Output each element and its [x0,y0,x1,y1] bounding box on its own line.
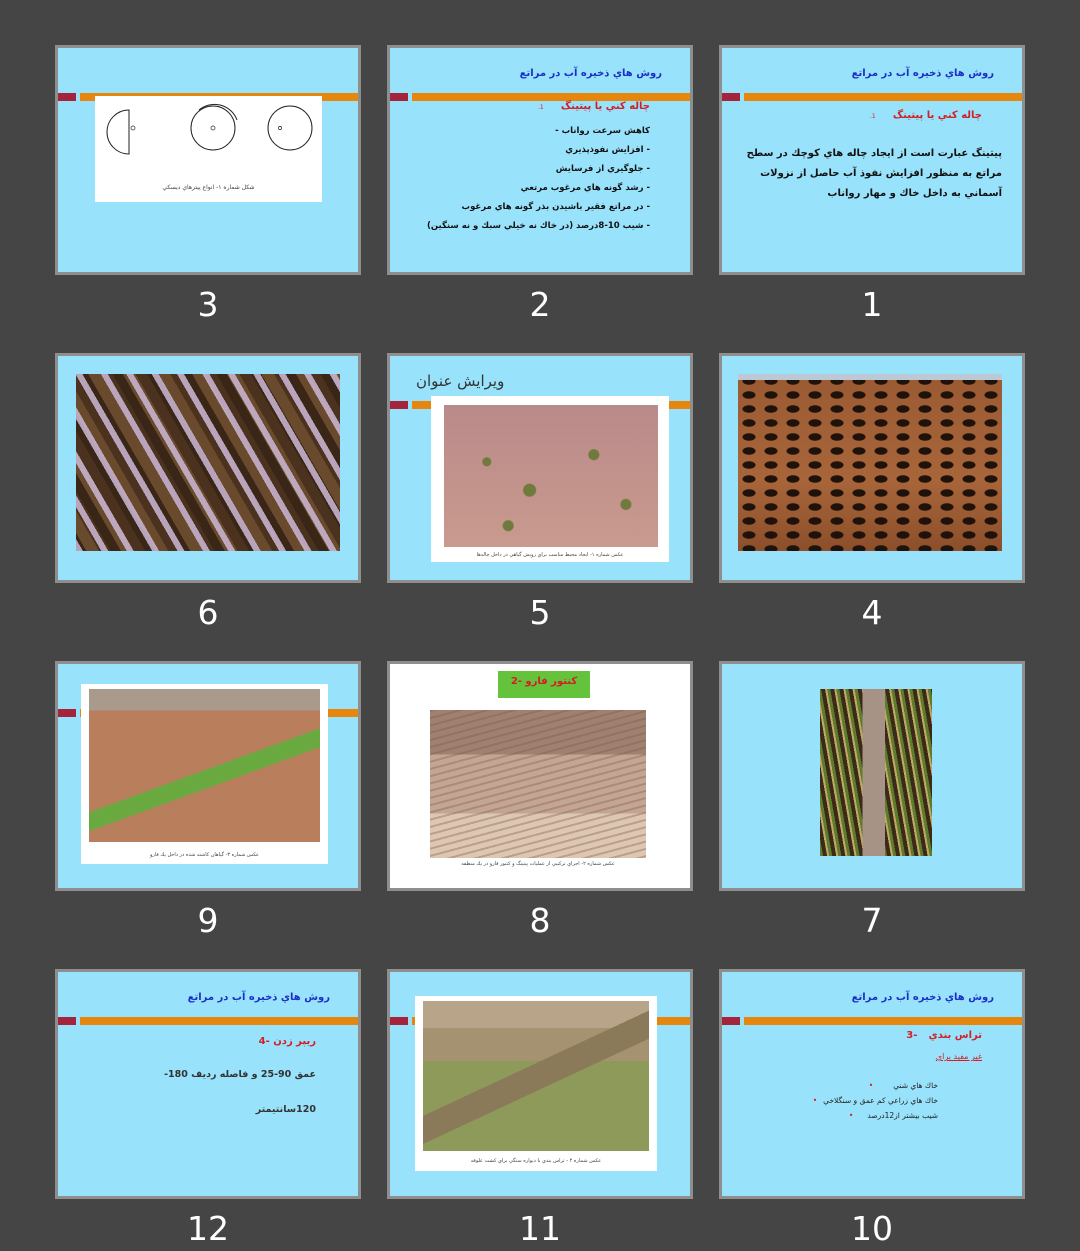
bullet-list [427,122,650,236]
slide-number: 7 [861,901,883,940]
list-item: - افزايش نفوذپذيري [565,145,650,155]
slide-body-line-1: عمق 90-25 و فاصله رديف 180- [164,1069,316,1080]
list-item: - شيب 10-8درصد (در خاك نه خيلي سبك و نه سنگين) [426,221,650,231]
slide-thumbnail-1[interactable] [719,45,1025,275]
figure-panel [95,96,322,202]
slide-number: 6 [197,593,219,632]
bullet-list [808,1078,938,1123]
slide-title: ويرايش عنوان [416,372,505,390]
title-bar [722,1017,1022,1025]
list-item: خاك هاي زراعي كم عمق و سنگلاخي• [812,1096,938,1105]
slide-number: 10 [851,1209,893,1248]
slide-thumbnail-8[interactable] [387,661,693,891]
slide-number: 2 [529,285,551,324]
slide-thumbnail-9[interactable] [55,661,361,891]
slide-thumbnail-7[interactable] [719,661,1025,891]
title-bar [722,93,1022,101]
figure-caption: عكس شماره ۲- اجراي تركيبي از عمليات پيتينگ و كنتور فارو در يك منطقه [461,861,615,867]
slide-title: چاله كني يا پيتينگ 1. [537,101,650,112]
contour-furrow-photo [430,710,646,858]
slide-title: تراس بندي -3 [906,1030,982,1041]
slide-number: 3 [197,285,219,324]
list-item: - رشد گونه هاي مرغوب مرتعي [520,183,650,193]
slide-header: روش هاي ذخيره آب در مراتع [187,992,330,1003]
slide-subtitle: غير مفيد براي [935,1052,982,1061]
slide-number: 8 [529,901,551,940]
list-item: شيب بيشتر از12درصد• [848,1111,938,1120]
title-bar [390,93,690,101]
figure-panel [415,996,657,1171]
furrow-field-photo [76,374,340,551]
slide-thumbnail-12[interactable] [55,969,361,1199]
figure-caption: عكس شماره ۳- گياهان كاشته شده در داخل يك فارو [150,852,259,858]
pitted-soil-photo [738,374,1002,551]
furrow-plants-photo [89,689,320,842]
slide-number: 12 [187,1209,229,1248]
slide-thumbnail-2[interactable] [387,45,693,275]
slide-number: 4 [861,593,883,632]
list-item: - جلوگيري از فرسايش [555,164,650,174]
slide-thumbnail-11[interactable] [387,969,693,1199]
title-bar [58,1017,358,1025]
slide-header: روش هاي ذخيره آب در مراتع [851,992,994,1003]
slide-body-line-2: 120سانتيمتر [255,1104,316,1115]
slide-header: روش هاي ذخيره آب در مراتع [851,68,994,79]
slide-number: 1 [861,285,883,324]
stone-terrace-photo [423,1001,649,1151]
disc-pitter-drawings [95,96,322,166]
pitting-field-photo [444,405,658,547]
slide-number: 9 [197,901,219,940]
figure-panel [81,684,328,864]
slide-number: 5 [529,593,551,632]
figure-panel [431,396,669,562]
slide-thumbnail-4[interactable] [719,353,1025,583]
slide-title: ريپر زدن -4 [258,1036,316,1047]
slide-thumbnail-5[interactable] [387,353,693,583]
slide-thumbnail-6[interactable] [55,353,361,583]
slide-thumbnail-3[interactable] [55,45,361,275]
slide-body: پيتينگ عبارت است از ايجاد چاله هاي كوچك در سطح مراتع به منظور افزايش نفوذ آب حاصل از نزولات آسماني به داخل خاك و مهار رواناب [746,148,1002,199]
slide-header: روش هاي ذخيره آب در مراتع [519,68,662,79]
list-item: - در مراتع فقير باشيدن بذر گونه هاي مرغوب [461,202,650,212]
water-channel-photo [820,689,932,856]
slide-title: كنتور فارو -2 [510,676,578,687]
figure-caption: عكس شماره ۴ - تراس بندي با ديواره سنگي براي كشت علوفه [470,1158,602,1164]
slide-number: 11 [519,1209,561,1248]
list-item: خاك هاي شني• [868,1081,938,1090]
slide-title: چاله كني يا پيتينگ 1. [869,110,982,121]
slide-thumbnail-10[interactable] [719,969,1025,1199]
figure-caption: شكل شماره ۱- انواع پيترهاي ديسكي [162,184,255,191]
figure-caption: عكس شماره ۱- ايجاد محيط مناسب براي رويش گياهي در داخل چاله‌ها [476,552,624,558]
list-item: كاهش سرعت رواناب - [555,126,650,136]
